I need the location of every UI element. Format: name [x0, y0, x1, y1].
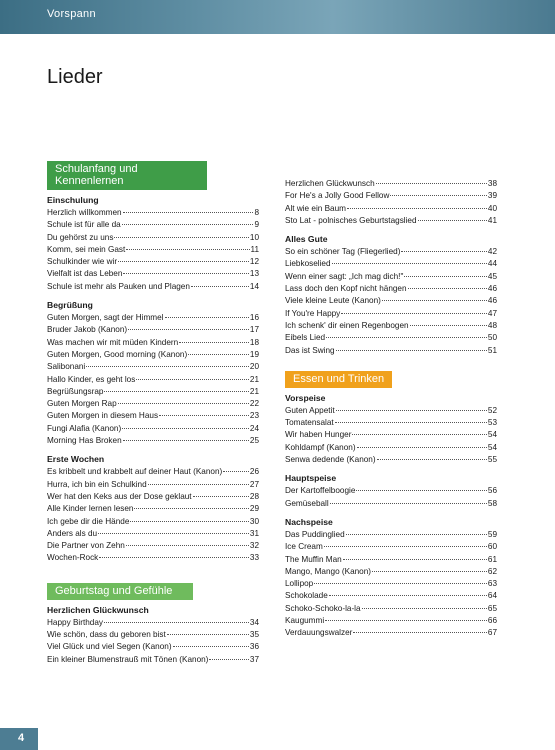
entry-page: 54 [487, 442, 497, 452]
entry-page: 22 [249, 399, 259, 409]
group-title: Herzlichen Glückwunsch [47, 604, 149, 615]
entry-page: 24 [249, 423, 259, 433]
dot-leader [126, 545, 249, 546]
toc-entry[interactable] [285, 417, 497, 429]
toc-right-column [285, 178, 497, 640]
entry-title: Lollipop [285, 579, 314, 589]
dot-leader [326, 337, 487, 338]
entry-page: 40 [487, 203, 497, 213]
entry-title: Lass doch den Kopf nicht hängen [285, 284, 407, 294]
entry-page: 33 [249, 553, 259, 563]
dot-leader [167, 634, 249, 635]
section-spacer [285, 357, 497, 369]
dot-leader [122, 224, 254, 225]
entry-title: For He's a Jolly Good Fellow [285, 191, 390, 201]
entry-title: The Muffin Man [285, 554, 342, 564]
toc-entry[interactable] [285, 498, 497, 510]
entry-title: Es kribbelt und krabbelt auf deiner Haut (Kanon) [47, 467, 223, 477]
entry-title: Guten Appetit [285, 405, 335, 415]
toc-entry[interactable] [285, 615, 497, 627]
toc-entry[interactable] [47, 410, 259, 422]
toc-entry[interactable] [47, 361, 259, 373]
dot-leader [123, 212, 254, 213]
dot-leader [335, 422, 487, 423]
dot-leader [330, 503, 487, 504]
dot-leader [98, 533, 249, 534]
dot-leader [336, 410, 487, 411]
entry-page: 37 [249, 654, 259, 664]
dot-leader [341, 313, 487, 314]
dot-leader [325, 620, 487, 621]
entry-page: 59 [487, 529, 497, 539]
toc-entry[interactable] [285, 603, 497, 615]
entry-title: Wenn einer sagt: „Ich mag dich!" [285, 271, 404, 281]
toc-entry[interactable] [47, 312, 259, 324]
entry-page: 60 [487, 542, 497, 552]
toc-entry[interactable] [285, 283, 497, 295]
dot-leader [136, 379, 249, 380]
entry-page: 48 [487, 320, 497, 330]
entry-page: 41 [487, 215, 497, 225]
toc-entry[interactable] [285, 485, 497, 497]
entry-page: 10 [249, 232, 259, 242]
entry-title: Hallo Kinder, es geht los [47, 374, 136, 384]
entry-page: 28 [249, 491, 259, 501]
entry-title: Was machen wir mit müden Kindern [47, 337, 179, 347]
entry-title: If You're Happy [285, 308, 341, 318]
entry-title: Kohldampf (Kanon) [285, 442, 356, 452]
dot-leader [159, 415, 249, 416]
entry-title: Begrüßungsrap [47, 386, 104, 396]
entry-title: Guten Morgen, Good morning (Kanon) [47, 349, 188, 359]
entry-title: Eibels Lied [285, 333, 326, 343]
dot-leader [356, 490, 486, 491]
entry-page: 26 [249, 467, 259, 477]
toc-entry[interactable] [285, 541, 497, 553]
entry-page: 39 [487, 191, 497, 201]
toc-entry[interactable] [285, 590, 497, 602]
toc-entry[interactable] [285, 578, 497, 590]
dot-leader [123, 440, 249, 441]
dot-leader [128, 329, 249, 330]
entry-title: So ein schöner Tag (Fliegerlied) [285, 247, 401, 257]
entry-page: 36 [249, 642, 259, 652]
toc-entry[interactable] [47, 641, 259, 653]
entry-page: 8 [254, 208, 259, 217]
toc-entry[interactable] [47, 374, 259, 386]
toc-entry[interactable] [285, 258, 497, 270]
toc-entry[interactable] [47, 617, 259, 629]
toc-entry[interactable] [47, 629, 259, 641]
dot-leader [165, 317, 249, 318]
entry-page: 35 [249, 630, 259, 640]
entry-title: Senwa dedende (Kanon) [285, 455, 376, 465]
page-number-tab [0, 728, 38, 750]
entry-page: 14 [249, 281, 259, 291]
entry-page: 61 [487, 554, 497, 564]
entry-title: Ice Cream [285, 542, 323, 552]
entry-page: 21 [249, 386, 259, 396]
toc-entry[interactable] [285, 429, 497, 441]
dot-leader [122, 428, 249, 429]
entry-title: Sto Lat - polnisches Geburtstagslied [285, 215, 417, 225]
entry-page: 45 [487, 271, 497, 281]
entry-page: 38 [487, 179, 497, 188]
dot-leader [372, 571, 487, 572]
entry-page: 20 [249, 362, 259, 372]
toc-entry[interactable] [47, 540, 259, 552]
entry-page: 9 [254, 220, 259, 230]
entry-page: 52 [487, 405, 497, 415]
entry-title: Tomatensalat [285, 418, 334, 428]
entry-title: Guten Morgen Rap [47, 399, 117, 409]
dot-leader [104, 622, 249, 623]
entry-title: Viel Glück und viel Segen (Kanon) [47, 642, 172, 652]
toc-entry[interactable] [47, 281, 259, 293]
dot-leader [191, 286, 249, 287]
toc-entry[interactable] [47, 337, 259, 349]
dot-leader [336, 350, 487, 351]
entry-page: 11 [250, 244, 259, 254]
dot-leader [408, 288, 487, 289]
entry-title: Anders als du [47, 528, 98, 538]
dot-leader [329, 595, 487, 596]
section-spacer [47, 565, 259, 581]
dot-leader [118, 261, 249, 262]
toc-entry[interactable] [285, 332, 497, 344]
toc-entry[interactable] [47, 349, 259, 361]
entry-page: 21 [249, 374, 259, 384]
toc-entry[interactable] [47, 232, 259, 244]
entry-title: Verdauungswalzer [285, 628, 353, 638]
toc-entry[interactable] [47, 528, 259, 540]
toc-left-column [47, 161, 259, 666]
entry-page: 66 [487, 616, 497, 626]
toc-entry[interactable] [47, 207, 259, 219]
entry-page: 46 [487, 296, 497, 306]
dot-leader [362, 608, 487, 609]
dot-leader [377, 459, 487, 460]
dot-leader [418, 220, 487, 221]
toc-entry[interactable] [47, 466, 259, 478]
entry-page: 17 [249, 325, 259, 335]
entry-title: Wochen-Rock [47, 553, 99, 563]
entry-title: Schokolade [285, 591, 328, 601]
entry-title: Mango, Mango (Kanon) [285, 566, 372, 576]
page-title: Lieder [47, 66, 103, 88]
dot-leader [324, 546, 487, 547]
dot-leader [134, 508, 248, 509]
header-banner [0, 0, 555, 34]
entry-page: 53 [487, 418, 497, 428]
entry-title: Wir haben Hunger [285, 430, 352, 440]
toc-entry[interactable] [47, 256, 259, 268]
entry-page: 34 [249, 617, 259, 627]
dot-leader [123, 273, 248, 274]
toc-entry[interactable] [285, 203, 497, 215]
entry-title: Ein kleiner Blumenstrauß mit Tönen (Kanon) [47, 654, 209, 664]
entry-page: 44 [487, 259, 497, 269]
toc-entry[interactable] [285, 271, 497, 283]
entry-page: 54 [487, 430, 497, 440]
entry-page: 27 [249, 479, 259, 489]
dot-leader [314, 583, 487, 584]
dot-leader [390, 195, 486, 196]
dot-leader [401, 251, 486, 252]
entry-title: Guten Morgen, sagt der Himmel [47, 313, 164, 323]
toc-entry[interactable] [47, 491, 259, 503]
toc-entry[interactable] [47, 516, 259, 528]
entry-title: Wie schön, dass du geboren bist [47, 630, 166, 640]
toc-entry[interactable] [285, 215, 497, 227]
entry-page: 31 [249, 528, 259, 538]
entry-title: Komm, sei mein Gast [47, 244, 126, 254]
dot-leader [376, 183, 487, 184]
toc-entry[interactable] [47, 398, 259, 410]
dot-leader [188, 354, 249, 355]
entry-title: Morning Has Broken [47, 436, 122, 446]
toc-entry[interactable] [47, 386, 259, 398]
entry-title: Fungi Alafia (Kanon) [47, 423, 122, 433]
entry-title: Viele kleine Leute (Kanon) [285, 296, 381, 306]
toc-entry[interactable] [285, 320, 497, 332]
toc-entry[interactable] [47, 423, 259, 435]
toc-entry[interactable] [47, 219, 259, 231]
entry-title: Ich gebe dir die Hände [47, 516, 130, 526]
dot-leader [404, 276, 487, 277]
entry-title: Ich schenk' dir einen Regenbogen [285, 320, 409, 330]
entry-title: Alt wie ein Baum [285, 203, 346, 213]
entry-page: 64 [487, 591, 497, 601]
dot-leader [114, 237, 248, 238]
entry-page: 51 [487, 345, 497, 355]
dot-leader [130, 521, 249, 522]
section-label: Vorspann [47, 8, 96, 20]
toc-entry[interactable] [47, 479, 259, 491]
entry-title: Kaugummi [285, 616, 325, 626]
entry-title: Salibonani [47, 362, 86, 372]
entry-page: 58 [487, 498, 497, 508]
entry-title: Wer hat den Keks aus der Dose geklaut [47, 491, 192, 501]
entry-page: 42 [487, 247, 497, 257]
dot-leader [332, 263, 487, 264]
dot-leader [357, 447, 487, 448]
dot-leader [126, 249, 249, 250]
dot-leader [346, 534, 487, 535]
toc-entry[interactable] [285, 627, 497, 639]
toc-entry[interactable] [285, 405, 497, 417]
group-title: Alles Gute [285, 234, 328, 245]
dot-leader [353, 632, 487, 633]
group-title: Hauptspeise [285, 473, 337, 484]
toc-entry[interactable] [285, 308, 497, 320]
dot-leader [410, 325, 487, 326]
entry-page: 46 [487, 284, 497, 294]
dot-leader [343, 559, 487, 560]
toc-entry[interactable] [285, 454, 497, 466]
entry-page: 47 [487, 308, 497, 318]
dot-leader [99, 557, 249, 558]
toc-entry[interactable] [285, 554, 497, 566]
dot-leader [179, 342, 249, 343]
entry-page: 25 [249, 436, 259, 446]
toc-entry[interactable] [285, 295, 497, 307]
toc-entry[interactable] [285, 442, 497, 454]
dot-leader [148, 484, 249, 485]
toc-entry[interactable] [285, 529, 497, 541]
entry-page: 50 [487, 333, 497, 343]
toc-entry[interactable] [285, 566, 497, 578]
toc-entry[interactable] [285, 178, 497, 190]
entry-page: 55 [487, 455, 497, 465]
group-title: Begrüßung [47, 300, 93, 311]
dot-leader [209, 659, 248, 660]
entry-title: Happy Birthday [47, 617, 103, 627]
entry-page: 13 [249, 269, 259, 279]
toc-entry[interactable] [47, 268, 259, 280]
entry-page: 18 [249, 337, 259, 347]
entry-page: 30 [249, 516, 259, 526]
section-header: Geburtstag und Gefühle [47, 583, 193, 600]
entry-title: Der Kartoffelboogie [285, 486, 356, 496]
dot-leader [352, 434, 486, 435]
toc-entry[interactable] [47, 435, 259, 447]
entry-title: Schulkinder wie wir [47, 257, 118, 267]
group-title: Nachspeise [285, 516, 333, 527]
toc-entry[interactable] [47, 503, 259, 515]
entry-page: 67 [487, 628, 497, 638]
entry-page: 56 [487, 486, 497, 496]
entry-page: 62 [487, 566, 497, 576]
page-number: 4 [18, 732, 25, 744]
dot-leader [173, 646, 249, 647]
entry-title: Herzlichen Glückwunsch [285, 179, 375, 188]
dot-leader [347, 208, 487, 209]
entry-title: Bruder Jakob (Kanon) [47, 325, 128, 335]
dot-leader [382, 300, 487, 301]
entry-title: Hurra, ich bin ein Schulkind [47, 479, 147, 489]
entry-title: Du gehörst zu uns [47, 232, 114, 242]
toc-entry[interactable] [47, 552, 259, 564]
toc-entry[interactable] [47, 244, 259, 256]
dot-leader [193, 496, 249, 497]
dot-leader [86, 366, 249, 367]
entry-page: 19 [249, 349, 259, 359]
entry-page: 65 [487, 603, 497, 613]
section-header: Essen und Trinken [285, 371, 392, 388]
group-title: Erste Wochen [47, 454, 105, 465]
entry-title: Liebkoselied [285, 259, 331, 269]
entry-page: 29 [249, 504, 259, 514]
entry-title: Das Puddinglied [285, 529, 345, 539]
entry-title: Herzlich willkommen [47, 208, 122, 217]
entry-page: 23 [249, 411, 259, 421]
entry-title: Das ist Swing [285, 345, 335, 355]
entry-title: Gemüseball [285, 498, 329, 508]
entry-title: Guten Morgen in diesem Haus [47, 411, 159, 421]
entry-title: Vielfalt ist das Leben [47, 269, 123, 279]
toc-entry[interactable] [47, 654, 259, 666]
entry-title: Schule ist für alle da [47, 220, 121, 230]
entry-title: Alle Kinder lernen lesen [47, 504, 134, 514]
dot-leader [223, 471, 249, 472]
toc-entry[interactable] [285, 345, 497, 357]
dot-leader [118, 403, 249, 404]
group-title: Vorspeise [285, 392, 326, 403]
entry-page: 32 [249, 541, 259, 551]
entry-title: Schoko-Schoko-la-la [285, 603, 361, 613]
dot-leader [104, 391, 248, 392]
entry-page: 16 [249, 313, 259, 323]
entry-title: Schule ist mehr als Pauken und Plagen [47, 281, 190, 291]
entry-page: 12 [249, 257, 259, 267]
section-header: Schulanfang und Kennenlernen [47, 161, 207, 190]
entry-page: 63 [487, 579, 497, 589]
group-title: Einschulung [47, 195, 99, 205]
toc-entry[interactable] [47, 324, 259, 336]
entry-title: Die Partner von Zehn [47, 541, 125, 551]
toc-entry[interactable] [285, 190, 497, 202]
toc-entry[interactable] [285, 246, 497, 258]
